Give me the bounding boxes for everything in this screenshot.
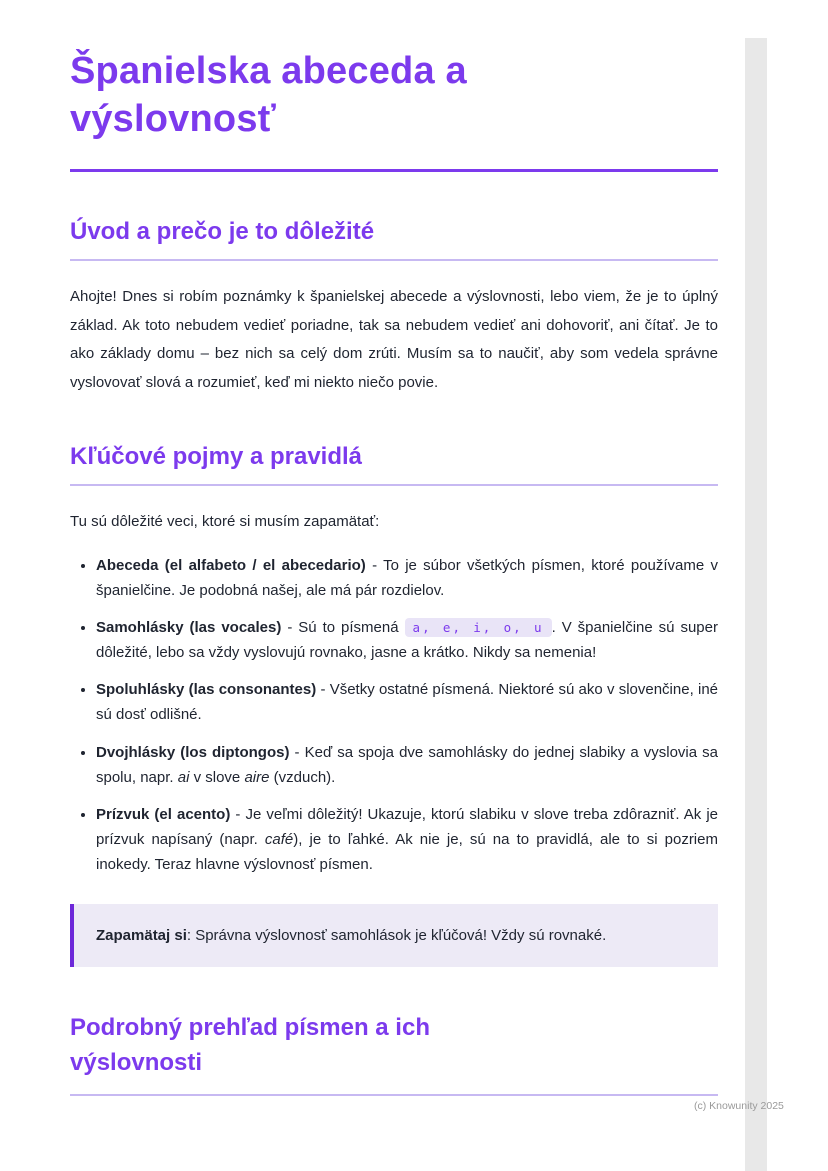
list-item-term: Prízvuk (el acento) — [96, 806, 231, 823]
concepts-lead-paragraph: Tu sú dôležité veci, ktoré si musím zapamätať: — [70, 513, 380, 530]
list-item-text: - Je veľmi dôležitý! Ukazuje, ktorú slabiku v slove treba zdôrazniť. Ak je prízvuk napísaný (napr. — [96, 806, 719, 849]
list-item-text: - Keď sa spoja dve samohlásky do jednej slabiky a vyslovia sa spolu, napr. — [96, 743, 718, 786]
list-item-term: Spoluhlásky (las consonantes) — [96, 681, 317, 699]
list-item-term: Dvojhlásky (los diptongos) — [96, 743, 290, 761]
example-word: aire — [244, 768, 270, 786]
letters-heading-divider — [70, 1094, 718, 1096]
callout-text — [96, 922, 696, 950]
example-word: café — [264, 831, 294, 849]
list-item-term: Abeceda (el alfabeto / el abecedario) — [96, 556, 366, 574]
list-item-text: - Sú to písmená — [281, 618, 405, 636]
intro-paragraph: Ahojte! Dnes si robím poznámky k španielskej abecede a výslovnosti, lebo viem, že je to úplný základ. Ak toto nebudem vedieť poriadne, tak sa nebudem vedieť ani dohovoriť, ani čítať. Je to ako základy domu – bez nich sa celý dom zrúti. Musím sa to naučiť, aby som vedela správne vyslovovať slová a rozumieť, keď mi niekto niečo povie. — [70, 288, 718, 391]
page-edge-strip — [745, 38, 767, 1171]
list-item-text: - To je súbor všetkých písmen, ktoré používame v španielčine. Je podobná našej, ale má pár rozdielov. — [96, 556, 718, 599]
list-item-consonants — [96, 677, 718, 727]
list-item-alphabet — [96, 553, 718, 603]
list-item-diphthongs — [96, 740, 718, 790]
page-title: Španielska abeceda a výslovnosť — [70, 50, 467, 140]
vowels-code-chip: a, e, i, o, u — [405, 618, 552, 637]
list-item-term: Samohlásky (las vocales) — [96, 618, 282, 636]
list-item-text: (vzduch). — [269, 768, 336, 786]
section-heading-intro: Úvod a prečo je to dôležité — [70, 218, 718, 261]
list-item-text: - Všetky ostatné písmená. Niektoré sú ako v slovenčine, iné sú dosť odlišné. — [96, 681, 719, 724]
list-item-accent — [96, 802, 718, 878]
list-item-vowels — [96, 615, 718, 665]
example-word: ai — [177, 768, 190, 786]
callout-body: : Správna výslovnosť samohlások je kľúčová! Vždy sú rovnaké. — [186, 926, 607, 944]
section-heading-concepts: Kľúčové pojmy a pravidlá — [70, 443, 718, 486]
title-divider — [70, 169, 718, 172]
list-item-text: ), je to ľahké. Ak nie je, sú na to pravidlá, ale to si pozriem inokedy. Teraz hlavne výslovnosť písmen. — [96, 831, 718, 874]
list-item-text: . V španielčine sú super dôležité, lebo sa vždy vyslovujú rovnako, jasne a krátko. Nikdy sa nemenia! — [96, 618, 718, 662]
copyright-credit: (c) Knowunity 2025 — [694, 1100, 784, 1112]
section-heading-letters: Podrobný prehľad písmen a ich výslovnosti — [70, 1014, 430, 1077]
callout-lead: Zapamätaj si — [96, 926, 187, 944]
remember-callout — [70, 904, 718, 968]
key-concepts-list — [70, 553, 718, 878]
list-item-text: v slove — [189, 768, 245, 786]
